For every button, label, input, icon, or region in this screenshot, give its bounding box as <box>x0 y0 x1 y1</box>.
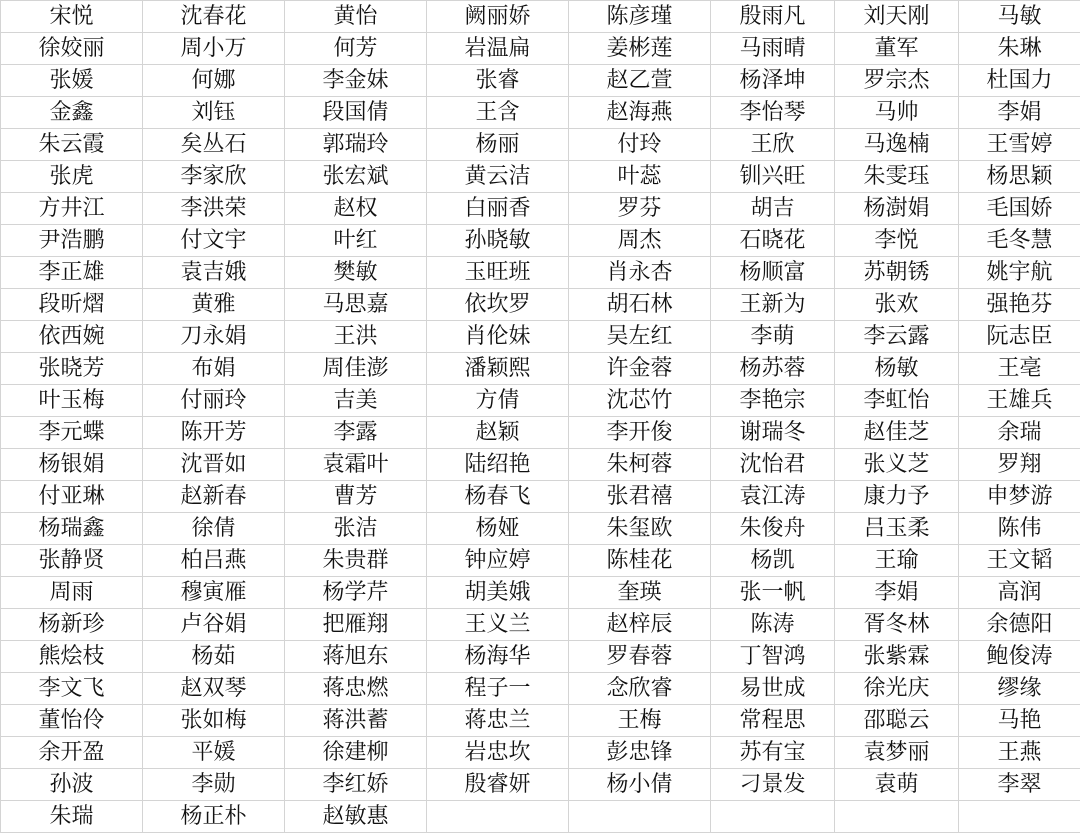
name-cell[interactable]: 赵敏惠 <box>285 801 427 833</box>
name-cell[interactable]: 马逸楠 <box>835 129 959 161</box>
name-cell[interactable]: 赵双琴 <box>143 673 285 705</box>
name-cell[interactable]: 何娜 <box>143 65 285 97</box>
name-cell[interactable]: 陆绍艳 <box>427 449 569 481</box>
name-cell[interactable]: 杨正朴 <box>143 801 285 833</box>
name-cell[interactable]: 王燕 <box>959 737 1080 769</box>
name-cell[interactable]: 杨娅 <box>427 513 569 545</box>
name-cell[interactable]: 董怡伶 <box>1 705 143 737</box>
name-cell[interactable]: 强艳芬 <box>959 289 1080 321</box>
name-cell[interactable]: 朱贵群 <box>285 545 427 577</box>
name-cell[interactable]: 赵新春 <box>143 481 285 513</box>
name-cell[interactable]: 杨敏 <box>835 353 959 385</box>
name-cell[interactable]: 把雁翔 <box>285 609 427 641</box>
name-cell[interactable]: 张义芝 <box>835 449 959 481</box>
name-cell[interactable]: 杨丽 <box>427 129 569 161</box>
table-row <box>1 641 1080 673</box>
name-cell[interactable]: 黄怡 <box>285 1 427 33</box>
name-cell[interactable]: 方井江 <box>1 193 143 225</box>
name-cell[interactable]: 刘钰 <box>143 97 285 129</box>
table-row <box>1 257 1080 289</box>
name-cell[interactable]: 张媛 <box>1 65 143 97</box>
name-cell[interactable] <box>569 801 711 833</box>
name-cell[interactable]: 肖伦妹 <box>427 321 569 353</box>
name-cell[interactable]: 苏朝锈 <box>835 257 959 289</box>
name-cell[interactable]: 尹浩鹏 <box>1 225 143 257</box>
name-cell[interactable]: 白丽香 <box>427 193 569 225</box>
name-cell[interactable]: 李翠 <box>959 769 1080 801</box>
name-cell[interactable]: 沈芯竹 <box>569 385 711 417</box>
name-cell[interactable]: 杨瑞鑫 <box>1 513 143 545</box>
name-cell[interactable]: 徐倩 <box>143 513 285 545</box>
name-cell[interactable]: 王洪 <box>285 321 427 353</box>
name-cell[interactable]: 马思嘉 <box>285 289 427 321</box>
name-cell[interactable]: 依坎罗 <box>427 289 569 321</box>
name-cell[interactable]: 孙晓敏 <box>427 225 569 257</box>
name-cell[interactable]: 张如梅 <box>143 705 285 737</box>
name-cell[interactable]: 王义兰 <box>427 609 569 641</box>
name-cell[interactable] <box>959 801 1080 833</box>
name-cell[interactable] <box>427 801 569 833</box>
name-cell[interactable]: 吴左红 <box>569 321 711 353</box>
name-cell[interactable]: 陈桂花 <box>569 545 711 577</box>
name-cell[interactable]: 王亳 <box>959 353 1080 385</box>
name-cell[interactable]: 周雨 <box>1 577 143 609</box>
name-cell[interactable]: 程子一 <box>427 673 569 705</box>
name-cell[interactable]: 殷睿妍 <box>427 769 569 801</box>
name-cell[interactable]: 袁梦丽 <box>835 737 959 769</box>
name-cell[interactable]: 姜彬莲 <box>569 33 711 65</box>
table-row <box>1 673 1080 705</box>
name-cell[interactable]: 布娟 <box>143 353 285 385</box>
name-cell[interactable] <box>711 801 835 833</box>
table-row <box>1 1 1080 33</box>
name-cell[interactable]: 罗宗杰 <box>835 65 959 97</box>
name-cell[interactable]: 罗翔 <box>959 449 1080 481</box>
name-cell[interactable]: 张静贤 <box>1 545 143 577</box>
name-cell[interactable]: 李虹怡 <box>835 385 959 417</box>
name-cell[interactable]: 朱俊舟 <box>711 513 835 545</box>
name-cell[interactable]: 赵海燕 <box>569 97 711 129</box>
name-cell[interactable]: 周杰 <box>569 225 711 257</box>
table-row <box>1 129 1080 161</box>
name-cell[interactable]: 金鑫 <box>1 97 143 129</box>
name-cell[interactable]: 吉美 <box>285 385 427 417</box>
name-cell[interactable]: 付丽玲 <box>143 385 285 417</box>
name-cell[interactable]: 何芳 <box>285 33 427 65</box>
name-cell[interactable]: 杨顺富 <box>711 257 835 289</box>
name-cell[interactable]: 毛国娇 <box>959 193 1080 225</box>
name-cell[interactable]: 陈彦瑾 <box>569 1 711 33</box>
name-cell[interactable]: 张一帆 <box>711 577 835 609</box>
name-cell[interactable]: 李文飞 <box>1 673 143 705</box>
name-cell[interactable]: 岩忠坎 <box>427 737 569 769</box>
name-cell[interactable]: 胡美娥 <box>427 577 569 609</box>
name-cell[interactable]: 杜国力 <box>959 65 1080 97</box>
name-cell[interactable]: 樊敏 <box>285 257 427 289</box>
name-cell[interactable]: 殷雨凡 <box>711 1 835 33</box>
name-cell[interactable]: 李勋 <box>143 769 285 801</box>
name-cell[interactable]: 易世成 <box>711 673 835 705</box>
name-cell[interactable]: 赵梓辰 <box>569 609 711 641</box>
name-cell[interactable]: 胡吉 <box>711 193 835 225</box>
name-cell[interactable]: 钏兴旺 <box>711 161 835 193</box>
name-cell[interactable]: 李悦 <box>835 225 959 257</box>
table-row <box>1 481 1080 513</box>
name-cell[interactable]: 董军 <box>835 33 959 65</box>
name-cell[interactable]: 矣丛石 <box>143 129 285 161</box>
table-row <box>1 161 1080 193</box>
name-cell[interactable]: 王瑜 <box>835 545 959 577</box>
name-cell[interactable]: 李萌 <box>711 321 835 353</box>
name-cell[interactable]: 王新为 <box>711 289 835 321</box>
name-cell[interactable]: 段国倩 <box>285 97 427 129</box>
name-cell[interactable]: 高润 <box>959 577 1080 609</box>
name-cell[interactable]: 陈涛 <box>711 609 835 641</box>
name-cell[interactable]: 李怡琴 <box>711 97 835 129</box>
name-cell[interactable]: 柏吕燕 <box>143 545 285 577</box>
name-cell[interactable]: 朱柯蓉 <box>569 449 711 481</box>
name-cell[interactable]: 袁霜叶 <box>285 449 427 481</box>
name-cell[interactable]: 邵聪云 <box>835 705 959 737</box>
name-cell[interactable]: 杨春飞 <box>427 481 569 513</box>
table-row <box>1 65 1080 97</box>
name-cell[interactable]: 刁景发 <box>711 769 835 801</box>
name-cell[interactable]: 苏有宝 <box>711 737 835 769</box>
name-cell[interactable]: 蒋旭东 <box>285 641 427 673</box>
name-cell[interactable]: 付亚琳 <box>1 481 143 513</box>
name-cell[interactable]: 杨澍娟 <box>835 193 959 225</box>
name-cell[interactable] <box>835 801 959 833</box>
name-cell[interactable]: 岩温扁 <box>427 33 569 65</box>
name-cell[interactable]: 卢谷娟 <box>143 609 285 641</box>
name-cell[interactable]: 张洁 <box>285 513 427 545</box>
name-cell[interactable]: 毛冬慧 <box>959 225 1080 257</box>
table-row <box>1 353 1080 385</box>
name-cell[interactable]: 丁智鸿 <box>711 641 835 673</box>
name-cell[interactable]: 朱瑞 <box>1 801 143 833</box>
name-cell[interactable]: 杨海华 <box>427 641 569 673</box>
name-cell[interactable]: 付玲 <box>569 129 711 161</box>
name-cell[interactable]: 杨泽坤 <box>711 65 835 97</box>
name-cell[interactable]: 罗春蓉 <box>569 641 711 673</box>
name-cell[interactable]: 杨凯 <box>711 545 835 577</box>
name-cell[interactable]: 肖永杏 <box>569 257 711 289</box>
name-cell[interactable]: 阙丽娇 <box>427 1 569 33</box>
name-cell[interactable]: 王雄兵 <box>959 385 1080 417</box>
name-cell[interactable]: 李正雄 <box>1 257 143 289</box>
name-cell[interactable]: 朱玺欧 <box>569 513 711 545</box>
name-cell[interactable]: 赵颖 <box>427 417 569 449</box>
name-grid-body <box>1 1 1080 833</box>
name-cell[interactable]: 张紫霖 <box>835 641 959 673</box>
name-cell[interactable]: 马帅 <box>835 97 959 129</box>
name-cell[interactable]: 蒋忠燃 <box>285 673 427 705</box>
name-cell[interactable]: 胥冬林 <box>835 609 959 641</box>
name-cell[interactable]: 蒋忠兰 <box>427 705 569 737</box>
name-cell[interactable]: 周佳澎 <box>285 353 427 385</box>
name-cell[interactable]: 余德阳 <box>959 609 1080 641</box>
name-cell[interactable]: 杨思颖 <box>959 161 1080 193</box>
name-cell[interactable]: 杨新珍 <box>1 609 143 641</box>
name-cell[interactable]: 徐建柳 <box>285 737 427 769</box>
name-cell[interactable]: 杨学芹 <box>285 577 427 609</box>
name-cell[interactable]: 潘颖熙 <box>427 353 569 385</box>
table-row <box>1 385 1080 417</box>
name-cell[interactable]: 朱琳 <box>959 33 1080 65</box>
name-cell[interactable]: 赵乙萱 <box>569 65 711 97</box>
name-cell[interactable]: 张晓芳 <box>1 353 143 385</box>
name-cell[interactable]: 胡石林 <box>569 289 711 321</box>
table-row <box>1 193 1080 225</box>
name-cell[interactable]: 黄云洁 <box>427 161 569 193</box>
name-cell[interactable]: 马敏 <box>959 1 1080 33</box>
name-cell[interactable]: 刘天刚 <box>835 1 959 33</box>
name-cell[interactable]: 玉旺班 <box>427 257 569 289</box>
name-cell[interactable]: 熊烩枝 <box>1 641 143 673</box>
name-cell[interactable]: 许金蓉 <box>569 353 711 385</box>
name-cell[interactable]: 叶红 <box>285 225 427 257</box>
name-cell[interactable]: 李娟 <box>959 97 1080 129</box>
name-cell[interactable]: 缪缘 <box>959 673 1080 705</box>
name-cell[interactable]: 张君禧 <box>569 481 711 513</box>
table-row <box>1 321 1080 353</box>
name-cell[interactable]: 马艳 <box>959 705 1080 737</box>
name-cell[interactable]: 张虎 <box>1 161 143 193</box>
name-cell[interactable]: 张宏斌 <box>285 161 427 193</box>
table-row <box>1 801 1080 833</box>
name-cell[interactable]: 周小万 <box>143 33 285 65</box>
name-cell[interactable]: 穆寅雁 <box>143 577 285 609</box>
name-cell[interactable]: 奎瑛 <box>569 577 711 609</box>
name-cell[interactable]: 王梅 <box>569 705 711 737</box>
name-cell[interactable]: 马雨晴 <box>711 33 835 65</box>
name-cell[interactable]: 依西婉 <box>1 321 143 353</box>
name-cell[interactable]: 石晓花 <box>711 225 835 257</box>
name-cell[interactable]: 陈开芳 <box>143 417 285 449</box>
name-cell[interactable]: 沈春花 <box>143 1 285 33</box>
name-cell[interactable]: 叶蕊 <box>569 161 711 193</box>
name-cell[interactable]: 沈怡君 <box>711 449 835 481</box>
name-cell[interactable]: 常程思 <box>711 705 835 737</box>
name-cell[interactable]: 沈晋如 <box>143 449 285 481</box>
name-cell[interactable]: 陈伟 <box>959 513 1080 545</box>
name-cell[interactable]: 康力予 <box>835 481 959 513</box>
name-cell[interactable]: 刀永娟 <box>143 321 285 353</box>
name-cell[interactable]: 杨茹 <box>143 641 285 673</box>
table-row <box>1 33 1080 65</box>
name-cell[interactable]: 张睿 <box>427 65 569 97</box>
name-cell[interactable]: 李红娇 <box>285 769 427 801</box>
name-cell[interactable]: 郭瑞玲 <box>285 129 427 161</box>
name-cell[interactable]: 曹芳 <box>285 481 427 513</box>
name-cell[interactable]: 袁吉娥 <box>143 257 285 289</box>
name-cell[interactable]: 谢瑞冬 <box>711 417 835 449</box>
name-cell[interactable]: 彭忠锋 <box>569 737 711 769</box>
table-row <box>1 417 1080 449</box>
table-row <box>1 225 1080 257</box>
table-row <box>1 609 1080 641</box>
name-cell[interactable]: 方倩 <box>427 385 569 417</box>
name-cell[interactable]: 袁萌 <box>835 769 959 801</box>
name-cell[interactable]: 付文宇 <box>143 225 285 257</box>
name-cell[interactable]: 念欣睿 <box>569 673 711 705</box>
name-cell[interactable]: 李娟 <box>835 577 959 609</box>
name-cell[interactable]: 钟应婷 <box>427 545 569 577</box>
name-cell[interactable]: 王雪婷 <box>959 129 1080 161</box>
name-cell[interactable]: 李云露 <box>835 321 959 353</box>
name-cell[interactable]: 阮志臣 <box>959 321 1080 353</box>
table-row <box>1 545 1080 577</box>
name-cell[interactable]: 杨银娟 <box>1 449 143 481</box>
name-cell[interactable]: 王文韬 <box>959 545 1080 577</box>
name-cell[interactable]: 李元蝶 <box>1 417 143 449</box>
name-cell[interactable]: 罗芬 <box>569 193 711 225</box>
name-cell[interactable]: 叶玉梅 <box>1 385 143 417</box>
name-cell[interactable]: 李露 <box>285 417 427 449</box>
table-row <box>1 289 1080 321</box>
name-cell[interactable]: 杨小倩 <box>569 769 711 801</box>
name-cell[interactable]: 蒋洪蓄 <box>285 705 427 737</box>
table-row <box>1 769 1080 801</box>
table-row <box>1 737 1080 769</box>
name-cell[interactable]: 徐姣丽 <box>1 33 143 65</box>
table-row <box>1 577 1080 609</box>
name-cell[interactable]: 余瑞 <box>959 417 1080 449</box>
name-cell[interactable]: 李家欣 <box>143 161 285 193</box>
name-cell[interactable]: 徐光庆 <box>835 673 959 705</box>
name-cell[interactable]: 孙波 <box>1 769 143 801</box>
name-cell[interactable]: 王含 <box>427 97 569 129</box>
name-cell[interactable]: 朱雯珏 <box>835 161 959 193</box>
name-cell[interactable]: 李洪荣 <box>143 193 285 225</box>
table-row <box>1 513 1080 545</box>
name-cell[interactable]: 袁江涛 <box>711 481 835 513</box>
name-cell[interactable]: 申梦游 <box>959 481 1080 513</box>
name-cell[interactable]: 杨苏蓉 <box>711 353 835 385</box>
name-cell[interactable]: 吕玉柔 <box>835 513 959 545</box>
name-cell[interactable]: 黄雅 <box>143 289 285 321</box>
name-cell[interactable]: 宋悦 <box>1 1 143 33</box>
name-cell[interactable]: 张欢 <box>835 289 959 321</box>
table-row <box>1 705 1080 737</box>
name-cell[interactable]: 王欣 <box>711 129 835 161</box>
name-cell[interactable]: 赵权 <box>285 193 427 225</box>
name-cell[interactable]: 段昕熠 <box>1 289 143 321</box>
name-cell[interactable]: 赵佳芝 <box>835 417 959 449</box>
name-cell[interactable]: 李金妹 <box>285 65 427 97</box>
name-cell[interactable]: 鲍俊涛 <box>959 641 1080 673</box>
table-row <box>1 449 1080 481</box>
table-row <box>1 97 1080 129</box>
name-cell[interactable]: 姚宇航 <box>959 257 1080 289</box>
name-cell[interactable]: 朱云霞 <box>1 129 143 161</box>
name-cell[interactable]: 李开俊 <box>569 417 711 449</box>
name-cell[interactable]: 李艳宗 <box>711 385 835 417</box>
name-cell[interactable]: 余开盈 <box>1 737 143 769</box>
name-cell[interactable]: 平媛 <box>143 737 285 769</box>
